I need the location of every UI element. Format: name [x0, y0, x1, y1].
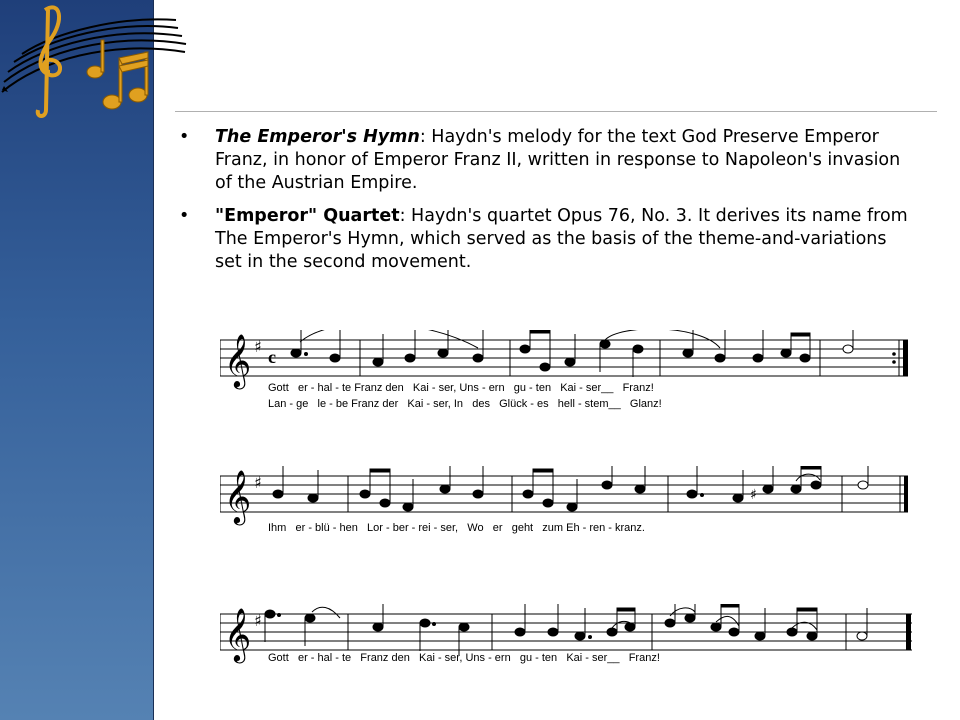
bullet-marker: • [179, 206, 190, 226]
bullet-term: "Emperor" Quartet [215, 206, 400, 226]
lyric-line-1: Gott er - hal - te Franz den Kai - ser, Uns - ern gu - ten Kai - ser__ Franz! [268, 382, 654, 394]
lyric-line-1: Gott er - hal - te Franz den Kai - ser, Uns - ern gu - ten Kai - ser__ Franz! [268, 652, 660, 664]
svg-text:♯: ♯ [254, 337, 262, 356]
bullet-item-emperor-quartet [175, 205, 915, 274]
lyric-line-1: Ihm er - blü - hen Lor - ber - rei - ser, Wo er geht zum Eh - ren - kranz. [268, 522, 645, 534]
lyric-line-2: Lan - ge le - be Franz der Kai - ser, In des Glück - es hell - stem__ Glanz! [268, 398, 662, 410]
staff-2 [220, 466, 920, 526]
treble-clef-icon: 𝄞 [224, 607, 252, 661]
treble-clef-icon: 𝄞 [224, 333, 252, 387]
bullet-list [175, 126, 915, 284]
bullet-text: : Haydn's melody for the text God Preserve Emperor Franz, in honor of Emperor Franz II, written in response to Napoleon's invasion of the Austrian Empire. [215, 127, 901, 193]
svg-text:♯: ♯ [254, 473, 262, 492]
music-notes-logo [0, 0, 200, 130]
svg-text:♯: ♯ [254, 611, 262, 630]
treble-clef-icon: 𝄞 [224, 469, 252, 523]
score-system-1 [220, 330, 920, 430]
svg-text:♯: ♯ [750, 487, 757, 503]
bullet-item-emperors-hymn [175, 126, 915, 195]
score-system-3 [220, 604, 920, 684]
score-system-2 [220, 466, 920, 546]
staff-1 [220, 330, 920, 390]
bullet-text: : Haydn's quartet Opus 76, No. 3. It derives its name from The Emperor's Hymn, which served as the basis of the theme-and-variations set in the second movement. [215, 206, 908, 272]
divider [175, 111, 937, 112]
bullet-term: The Emperor's Hymn [215, 127, 420, 147]
bullet-marker: • [179, 127, 190, 147]
svg-text:c: c [268, 347, 276, 367]
